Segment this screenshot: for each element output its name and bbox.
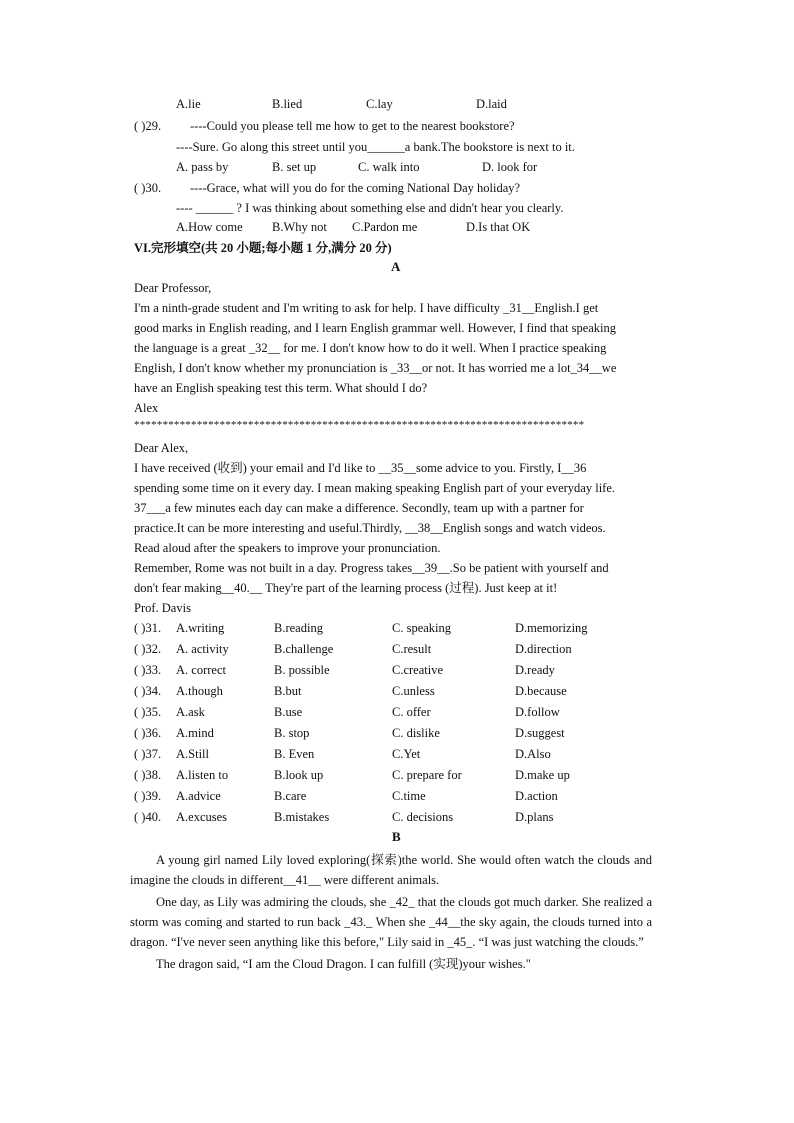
option-d: D.action — [515, 789, 558, 803]
letter1-line: have an English speaking test this term. What should I do? — [134, 381, 428, 395]
letter1-signature: Alex — [134, 401, 159, 415]
option-b: B.reading — [274, 621, 323, 635]
question-number: ( )32. — [134, 642, 162, 656]
option-d: D.ready — [515, 663, 555, 677]
q29-reply: ----Sure. Go along this street until you______a bank.The bookstore is next to it. — [176, 140, 575, 154]
letter2-greeting: Dear Alex, — [134, 441, 189, 455]
q30-number: ( )30. — [134, 181, 162, 195]
star-divider: ******************************************************************************* — [134, 419, 585, 431]
q30-question: ----Grace, what will you do for the coming National Day holiday? — [190, 181, 521, 195]
q29-number: ( )29. — [134, 119, 162, 133]
q28-option-b: B.lied — [272, 97, 303, 111]
option-c: C.unless — [392, 684, 435, 698]
q30-reply: ---- ______ ? I was thinking about something else and didn't hear you clearly. — [176, 201, 564, 215]
option-c: C.result — [392, 642, 432, 656]
letter2-line: practice.It can be more interesting and useful.Thirdly, __38__English songs and watch videos. — [134, 521, 606, 535]
letter1-line: I'm a ninth-grade student and I'm writing to ask for help. I have difficulty _31__English.I get — [134, 301, 599, 315]
story-paragraph: The dragon said, “I am the Cloud Dragon. I can fulfill (实现)your wishes." — [156, 957, 531, 971]
option-d: D.plans — [515, 810, 554, 824]
question-number: ( )40. — [134, 810, 162, 824]
story-passage — [130, 850, 652, 974]
option-d: D.direction — [515, 642, 572, 656]
option-a: A. correct — [176, 663, 226, 677]
question-number: ( )39. — [134, 789, 162, 803]
option-a: A.listen to — [176, 768, 229, 782]
q28-option-c: C.lay — [366, 97, 393, 111]
q30-option-d: D.Is that OK — [466, 220, 531, 234]
story-paragraph: One day, as Lily was admiring the clouds, she _42_ that the clouds got much darker. She realized a storm was coming and started to run back _43._ When she _44__the sky again, the clouds turned into a dragon. “I've never seen anything like this before," Lily said in _45_. “I was just watching the clouds.” — [130, 895, 652, 949]
story-paragraph: A young girl named Lily loved exploring(探索)the world. She would often watch the clouds and imagine the clouds in different__41__ were different animals. — [130, 853, 652, 887]
question-number: ( )36. — [134, 726, 162, 740]
question-number: ( )33. — [134, 663, 162, 677]
option-b: B. possible — [274, 663, 330, 677]
letter2-line: spending some time on it every day. I mean making speaking English part of your everyday life. — [134, 481, 616, 495]
option-c: C.time — [392, 789, 426, 803]
option-b: B.but — [274, 684, 302, 698]
option-a: A.writing — [176, 621, 225, 635]
q29-question: ----Could you please tell me how to get to the nearest bookstore? — [190, 119, 515, 133]
q30-option-a: A.How come — [176, 220, 243, 234]
question-number: ( )37. — [134, 747, 162, 761]
option-c: C. decisions — [392, 810, 454, 824]
option-a: A.though — [176, 684, 223, 698]
q29-option-b: B. set up — [272, 160, 317, 174]
option-c: C.creative — [392, 663, 444, 677]
q28-option-d: D.laid — [476, 97, 507, 111]
option-d: D.make up — [515, 768, 570, 782]
q29-option-d: D. look for — [482, 160, 538, 174]
q29-option-a: A. pass by — [176, 160, 229, 174]
letter1-line: good marks in English reading, and I learn English grammar well. However, I find that speaking — [134, 321, 617, 335]
question-number: ( )35. — [134, 705, 162, 719]
option-c: C. offer — [392, 705, 431, 719]
option-a: A.mind — [176, 726, 214, 740]
part-a-heading: A — [391, 259, 401, 274]
letter1-greeting: Dear Professor, — [134, 281, 212, 295]
q30-option-b: B.Why not — [272, 220, 327, 234]
letter2-line: don't fear making__40.__ They're part of the learning process (过程). Just keep at it! — [134, 581, 558, 595]
option-c: C.Yet — [392, 747, 421, 761]
option-a: A.Still — [176, 747, 209, 761]
letter2-line: Read aloud after the speakers to improve your pronunciation. — [134, 541, 441, 555]
option-a: A. activity — [176, 642, 229, 656]
q29-option-c: C. walk into — [358, 160, 420, 174]
letter2-line: Remember, Rome was not built in a day. Progress takes__39__.So be patient with yourself and — [134, 561, 609, 575]
letter2-line: 37___a few minutes each day can make a difference. Secondly, team up with a partner for — [134, 501, 584, 515]
letter2-line: I have received (收到) your email and I'd like to __35__some advice to you. Firstly, I__36 — [134, 461, 587, 475]
option-d: D.Also — [515, 747, 551, 761]
letter1-line: English, I don't know whether my pronunciation is _33__or not. It has worried me a lot_34__we — [134, 361, 617, 375]
option-d: D.suggest — [515, 726, 565, 740]
question-number: ( )34. — [134, 684, 162, 698]
option-c: C. prepare for — [392, 768, 462, 782]
option-a: A.excuses — [176, 810, 228, 824]
part-b-heading: B — [392, 829, 401, 844]
section-heading: VI.完形填空(共 20 小题;每小题 1 分,满分 20 分) — [134, 241, 392, 255]
option-a: A.advice — [176, 789, 221, 803]
option-b: B. Even — [274, 747, 315, 761]
option-d: D.because — [515, 684, 567, 698]
option-a: A.ask — [176, 705, 205, 719]
q30-option-c: C.Pardon me — [352, 220, 418, 234]
option-b: B. stop — [274, 726, 310, 740]
option-c: C. dislike — [392, 726, 440, 740]
q28-option-a: A.lie — [176, 97, 201, 111]
option-c: C. speaking — [392, 621, 452, 635]
option-b: B.challenge — [274, 642, 334, 656]
question-number: ( )38. — [134, 768, 162, 782]
question-number: ( )31. — [134, 621, 162, 635]
option-b: B.care — [274, 789, 307, 803]
letter2-signature: Prof. Davis — [134, 601, 191, 615]
option-b: B.look up — [274, 768, 324, 782]
option-b: B.use — [274, 705, 303, 719]
option-d: D.memorizing — [515, 621, 588, 635]
option-b: B.mistakes — [274, 810, 330, 824]
letter1-line: the language is a great _32__ for me. I don't know how to do it well. When I practice speaking — [134, 341, 607, 355]
option-d: D.follow — [515, 705, 560, 719]
